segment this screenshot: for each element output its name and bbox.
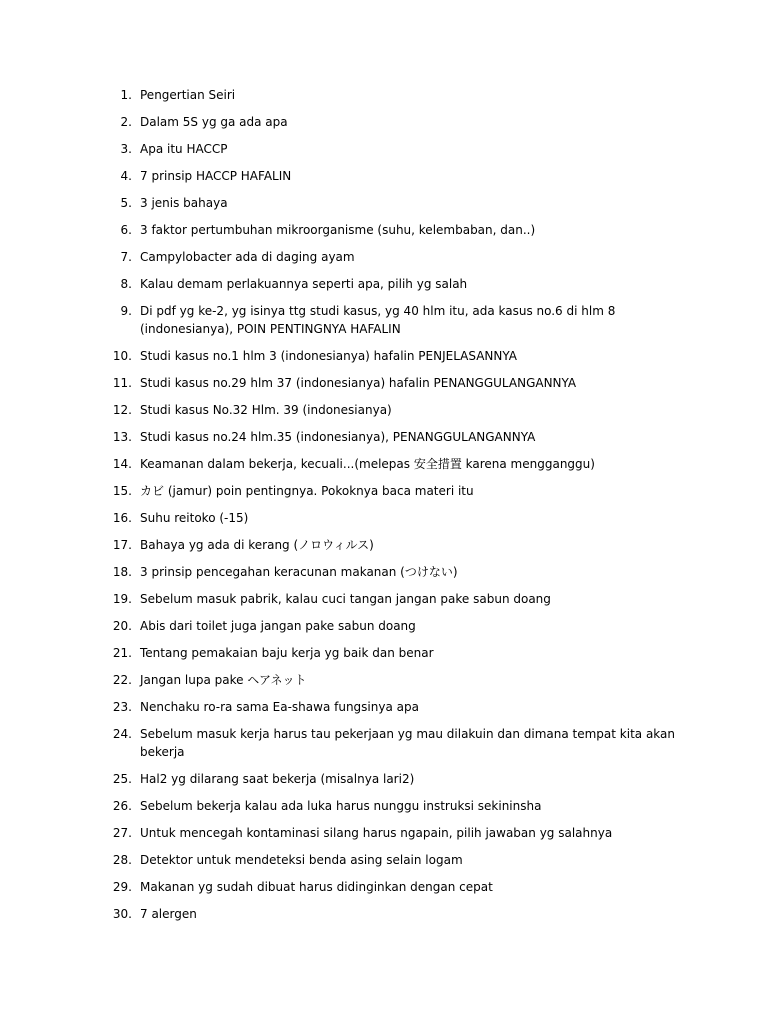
- item-text: Untuk mencegah kontaminasi silang harus ngapain, pilih jawaban yg salahnya: [140, 826, 613, 840]
- item-number: 23.: [112, 700, 132, 714]
- item-text: Dalam 5S yg ga ada apa: [140, 115, 288, 129]
- list-item: [0, 167, 768, 185]
- item-text: Hal2 yg dilarang saat bekerja (misalnya lari2): [140, 772, 415, 786]
- item-number: 28.: [112, 853, 132, 867]
- list-item: [0, 86, 768, 104]
- list-item: [0, 428, 768, 446]
- item-number: 9.: [120, 304, 132, 318]
- item-number: 2.: [120, 115, 132, 129]
- item-text: 3 faktor pertumbuhan mikroorganisme (suhu, kelembaban, dan..): [140, 223, 536, 237]
- list-item: [0, 725, 768, 761]
- list-item: [0, 374, 768, 392]
- question-list: [0, 86, 768, 932]
- item-text: Sebelum bekerja kalau ada luka harus nunggu instruksi sekininsha: [140, 799, 542, 813]
- item-text: Studi kasus No.32 Hlm. 39 (indonesianya): [140, 403, 392, 417]
- item-number: 10.: [112, 349, 132, 363]
- item-text: Sebelum masuk kerja harus tau pekerjaan yg mau dilakuin dan dimana tempat kita akan bekerja: [140, 727, 675, 759]
- item-number: 1.: [120, 88, 132, 102]
- item-number: 5.: [120, 196, 132, 210]
- list-item: [0, 194, 768, 212]
- item-text: Studi kasus no.29 hlm 37 (indonesianya) hafalin PENANGGULANGANNYA: [140, 376, 577, 390]
- item-number: 21.: [112, 646, 132, 660]
- item-number: 17.: [112, 538, 132, 552]
- list-item: [0, 644, 768, 662]
- list-item: [0, 221, 768, 239]
- item-number: 27.: [112, 826, 132, 840]
- list-item: [0, 617, 768, 635]
- item-number: 14.: [112, 457, 132, 471]
- list-item: [0, 509, 768, 527]
- item-number: 16.: [112, 511, 132, 525]
- list-item: [0, 140, 768, 158]
- item-number: 11.: [112, 376, 132, 390]
- item-text: 7 alergen: [140, 907, 197, 921]
- list-item: [0, 482, 768, 500]
- item-text: Apa itu HACCP: [140, 142, 228, 156]
- item-number: 3.: [120, 142, 132, 156]
- item-number: 29.: [112, 880, 132, 894]
- item-number: 18.: [112, 565, 132, 579]
- item-text: 3 jenis bahaya: [140, 196, 228, 210]
- item-number: 12.: [112, 403, 132, 417]
- list-item: [0, 878, 768, 896]
- item-number: 8.: [120, 277, 132, 291]
- item-text: Studi kasus no.24 hlm.35 (indonesianya), PENANGGULANGANNYA: [140, 430, 536, 444]
- list-item: [0, 275, 768, 293]
- item-text: Tentang pemakaian baju kerja yg baik dan benar: [140, 646, 434, 660]
- list-item: [0, 302, 768, 338]
- item-number: 20.: [112, 619, 132, 633]
- item-text: Abis dari toilet juga jangan pake sabun doang: [140, 619, 416, 633]
- item-text: Bahaya yg ada di kerang (ノロウィルス): [140, 538, 374, 552]
- item-text: Detektor untuk mendeteksi benda asing selain logam: [140, 853, 463, 867]
- list-item: [0, 401, 768, 419]
- list-item: [0, 698, 768, 716]
- item-text: Campylobacter ada di daging ayam: [140, 250, 355, 264]
- item-text: Keamanan dalam bekerja, kecuali...(melepas 安全措置 karena mengganggu): [140, 457, 595, 471]
- list-item: [0, 824, 768, 842]
- item-number: 19.: [112, 592, 132, 606]
- item-number: 30.: [112, 907, 132, 921]
- list-item: [0, 590, 768, 608]
- item-text: Sebelum masuk pabrik, kalau cuci tangan jangan pake sabun doang: [140, 592, 551, 606]
- item-text: Makanan yg sudah dibuat harus didinginkan dengan cepat: [140, 880, 493, 894]
- item-number: 13.: [112, 430, 132, 444]
- list-item: [0, 851, 768, 869]
- item-number: 7.: [120, 250, 132, 264]
- item-text: カビ (jamur) poin pentingnya. Pokoknya baca materi itu: [140, 484, 474, 498]
- item-text: Jangan lupa pake ヘアネット: [140, 673, 307, 687]
- item-text: Pengertian Seiri: [140, 88, 236, 102]
- item-number: 24.: [112, 727, 132, 741]
- item-text: 3 prinsip pencegahan keracunan makanan (つけない): [140, 565, 458, 579]
- item-number: 6.: [120, 223, 132, 237]
- list-item: [0, 770, 768, 788]
- item-number: 22.: [112, 673, 132, 687]
- item-text: Studi kasus no.1 hlm 3 (indonesianya) hafalin PENJELASANNYA: [140, 349, 517, 363]
- item-text: Suhu reitoko (-15): [140, 511, 249, 525]
- list-item: [0, 671, 768, 689]
- list-item: [0, 347, 768, 365]
- item-number: 25.: [112, 772, 132, 786]
- list-item: [0, 248, 768, 266]
- item-number: 15.: [112, 484, 132, 498]
- item-text: Di pdf yg ke-2, yg isinya ttg studi kasus, yg 40 hlm itu, ada kasus no.6 di hlm 8 (indonesianya), POIN PENTINGNYA HAFALIN: [140, 304, 616, 336]
- list-item: [0, 797, 768, 815]
- list-item: [0, 563, 768, 581]
- item-number: 26.: [112, 799, 132, 813]
- list-item: [0, 536, 768, 554]
- item-text: 7 prinsip HACCP HAFALIN: [140, 169, 292, 183]
- list-item: [0, 455, 768, 473]
- list-item: [0, 905, 768, 923]
- list-item: [0, 113, 768, 131]
- item-number: 4.: [120, 169, 132, 183]
- item-text: Nenchaku ro-ra sama Ea-shawa fungsinya apa: [140, 700, 419, 714]
- item-text: Kalau demam perlakuannya seperti apa, pilih yg salah: [140, 277, 468, 291]
